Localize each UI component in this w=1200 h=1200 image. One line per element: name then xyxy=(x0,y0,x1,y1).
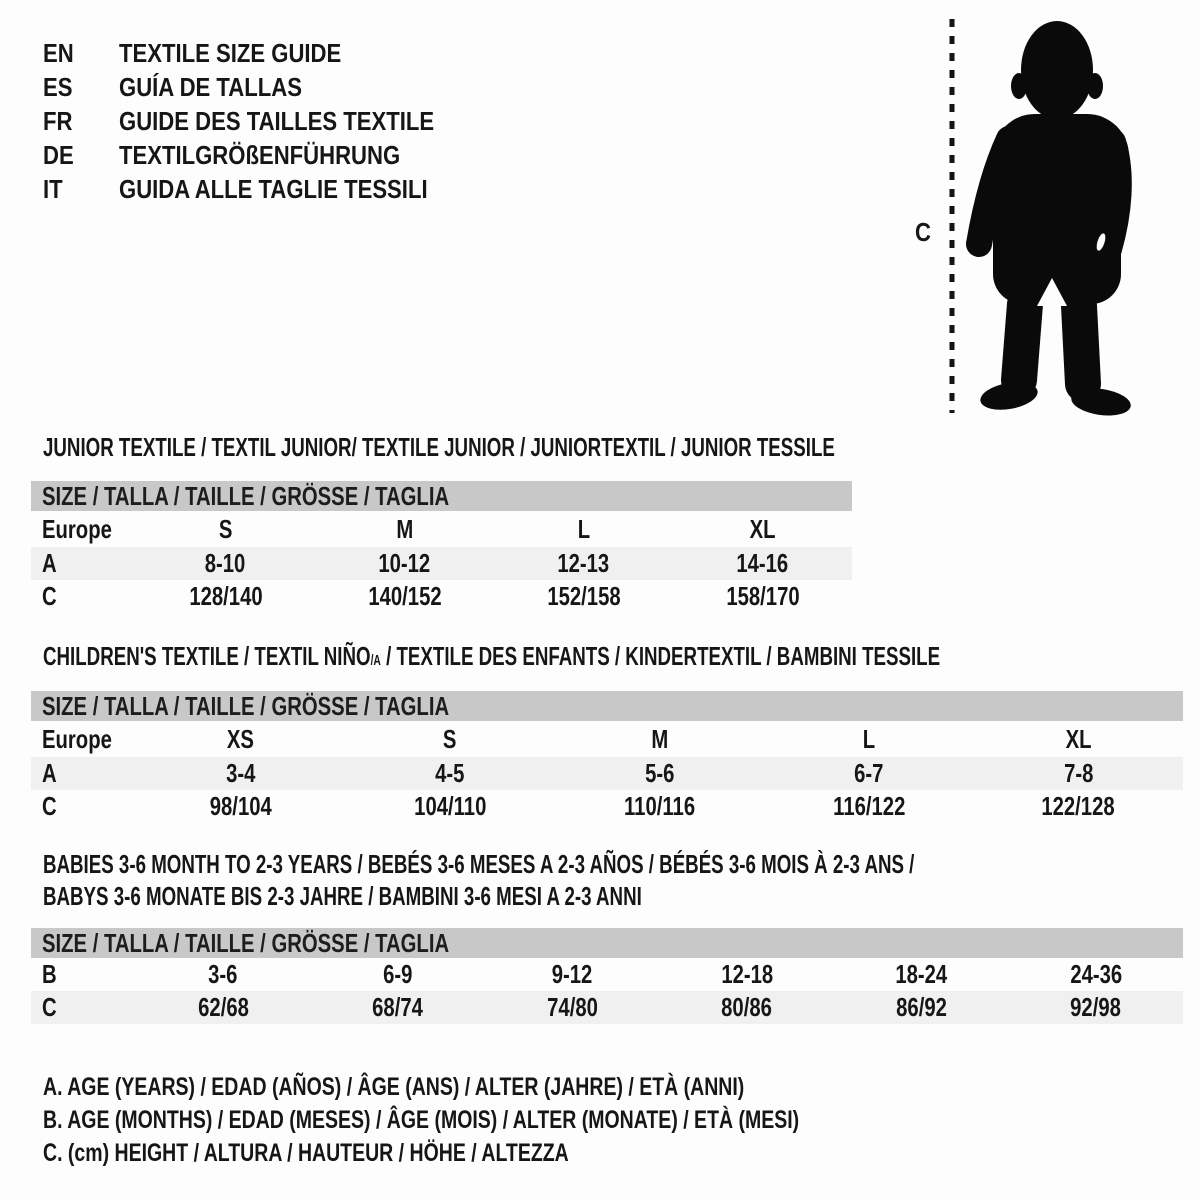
table-row-europe xyxy=(31,511,852,547)
height-value: 68/74 xyxy=(372,992,424,1022)
children-section-title xyxy=(43,643,1200,674)
size-value: XL xyxy=(1065,723,1092,754)
language-row xyxy=(43,138,490,172)
height-value: 98/104 xyxy=(209,791,272,821)
legend xyxy=(43,1071,1012,1170)
language-title: TEXTILGRÖßENFÜHRUNG xyxy=(119,139,401,170)
months-value: 12-18 xyxy=(720,959,773,989)
table-header-bar xyxy=(31,928,1183,958)
language-row xyxy=(43,36,490,70)
row-label: C xyxy=(42,992,57,1022)
age-value: 3-4 xyxy=(226,758,256,788)
junior-size-table xyxy=(31,481,852,613)
table-row-europe xyxy=(31,721,1183,757)
row-label: C xyxy=(42,791,57,821)
size-value: L xyxy=(577,513,590,544)
table-header-bar xyxy=(31,691,1183,721)
row-label: Europe xyxy=(42,723,112,754)
language-code: DE xyxy=(43,139,74,170)
toddler-silhouette xyxy=(963,14,1135,416)
size-header-label: SIZE / TALLA / TAILLE / GRÖSSE / TAGLIA xyxy=(42,480,450,511)
age-value: 8-10 xyxy=(205,548,246,578)
size-value: XL xyxy=(749,513,776,544)
table-row-height xyxy=(31,790,1183,823)
months-value: 24-36 xyxy=(1069,959,1122,989)
height-dashed-line xyxy=(948,14,956,416)
age-value: 5-6 xyxy=(644,758,675,788)
table-row-months xyxy=(31,958,1183,991)
months-value: 9-12 xyxy=(551,959,593,989)
language-title: GUIDA ALLE TAGLIE TESSILI xyxy=(119,173,428,204)
size-header-label: SIZE / TALLA / TAILLE / GRÖSSE / TAGLIA xyxy=(42,690,450,721)
row-label: B xyxy=(42,959,57,989)
junior-section-title: JUNIOR TEXTILE / TEXTIL JUNIOR/ TEXTILE JUNIOR / JUNIORTEXTIL / JUNIOR TESSILE xyxy=(43,432,835,462)
table-row-height xyxy=(31,991,1183,1024)
height-value: 110/116 xyxy=(623,791,696,821)
age-value: 6-7 xyxy=(854,758,884,788)
height-value: 92/98 xyxy=(1070,992,1122,1022)
size-value: XS xyxy=(227,723,255,754)
age-value: 10-12 xyxy=(378,548,431,578)
size-value: L xyxy=(862,723,876,754)
age-value: 4-5 xyxy=(435,758,465,788)
size-header-label: SIZE / TALLA / TAILLE / GRÖSSE / TAGLIA xyxy=(42,927,450,958)
size-value: S xyxy=(443,723,457,754)
children-title-rest: / TEXTILE DES ENFANTS / KINDERTEXTIL / BAMBINI TESSILE xyxy=(380,641,941,671)
language-row xyxy=(43,70,490,104)
height-value: 122/128 xyxy=(1041,791,1115,821)
row-label: Europe xyxy=(42,513,112,544)
language-row xyxy=(43,172,490,206)
height-value: 104/110 xyxy=(413,791,487,821)
language-heading-list xyxy=(43,36,490,206)
size-value: S xyxy=(218,513,233,544)
language-title: GUIDE DES TAILLES TEXTILE xyxy=(119,105,435,136)
height-value: 74/80 xyxy=(546,992,598,1022)
height-value: 86/92 xyxy=(895,992,947,1022)
children-size-table xyxy=(31,691,1183,823)
babies-section-title-line2: BABYS 3-6 MONATE BIS 2-3 JAHRE / BAMBINI 3-6 MESI A 2-3 ANNI xyxy=(43,881,642,911)
height-value: 158/170 xyxy=(725,581,800,611)
months-value: 3-6 xyxy=(208,959,238,989)
table-row-height xyxy=(31,580,852,613)
row-label: C xyxy=(42,581,57,611)
table-header-bar xyxy=(31,481,852,511)
legend-line-age-years: A. AGE (YEARS) / EDAD (AÑOS) / ÂGE (ANS) / ALTER (JAHRE) / ETÀ (ANNI) xyxy=(43,1073,745,1101)
height-value: 62/68 xyxy=(197,992,249,1022)
legend-line-age-months: B. AGE (MONTHS) / EDAD (MESES) / ÂGE (MOIS) / ALTER (MONATE) / ETÀ (MESI) xyxy=(43,1106,800,1134)
height-value: 116/122 xyxy=(832,791,905,821)
size-value: M xyxy=(396,513,413,544)
table-row-age xyxy=(31,757,1183,790)
language-code: ES xyxy=(43,71,73,102)
language-title: GUÍA DE TALLAS xyxy=(119,71,302,102)
height-value: 80/86 xyxy=(721,992,773,1022)
language-code: FR xyxy=(43,105,73,136)
height-value: 128/140 xyxy=(188,581,263,611)
row-label: A xyxy=(42,548,57,578)
height-value: 140/152 xyxy=(367,581,442,611)
age-value: 12-13 xyxy=(557,548,610,578)
language-code: EN xyxy=(43,37,74,68)
age-value: 7-8 xyxy=(1063,758,1093,788)
legend-line-height: C. (cm) HEIGHT / ALTURA / HAUTEUR / HÖHE / ALTEZZA xyxy=(43,1139,569,1167)
language-title: TEXTILE SIZE GUIDE xyxy=(119,37,342,68)
language-code: IT xyxy=(43,173,63,204)
height-value: 152/158 xyxy=(546,581,621,611)
table-row-age xyxy=(31,547,852,580)
age-value: 14-16 xyxy=(736,548,789,578)
language-row xyxy=(43,104,490,138)
babies-section-title-line1: BABIES 3-6 MONTH TO 2-3 YEARS / BEBÉS 3-6 MESES A 2-3 AÑOS / BÉBÉS 3-6 MOIS À 2-3 ANS / xyxy=(43,849,915,879)
children-title-main: CHILDREN'S TEXTILE / TEXTIL NIÑO xyxy=(43,641,371,671)
months-value: 6-9 xyxy=(383,959,413,989)
height-measure-label: C xyxy=(915,217,931,247)
children-title-sub: /A xyxy=(370,653,381,669)
babies-size-table xyxy=(31,928,1183,1024)
row-label: A xyxy=(42,758,57,788)
size-value: M xyxy=(651,723,668,754)
months-value: 18-24 xyxy=(895,959,948,989)
